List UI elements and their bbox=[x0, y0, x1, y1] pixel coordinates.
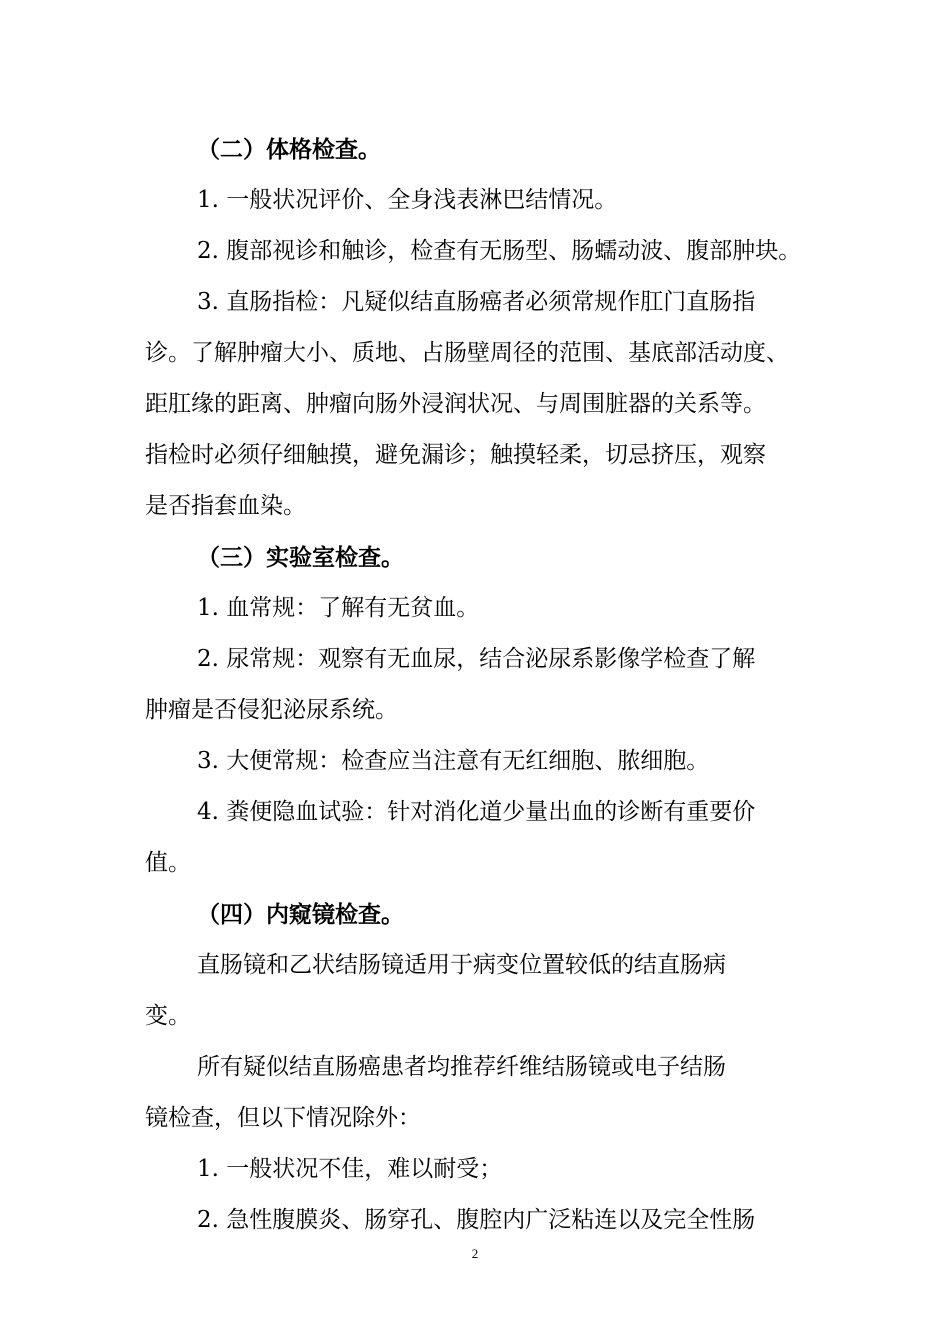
paragraph-line: 所有疑似结直肠癌患者均推荐纤维结肠镜或电子结肠 bbox=[197, 1054, 726, 1080]
paragraph-line: 距肛缘的距离、肿瘤向肠外浸润状况、与周围脏器的关系等。 bbox=[145, 391, 766, 417]
paragraph-line: 肿瘤是否侵犯泌尿系统。 bbox=[145, 697, 398, 723]
list-item: 1. 一般状况评价、全身浅表淋巴结情况。 bbox=[197, 187, 618, 213]
document-body bbox=[145, 124, 810, 1246]
list-item: 2. 尿常规：观察有无血尿，结合泌尿系影像学检查了解 bbox=[197, 646, 756, 672]
paragraph-line: 值。 bbox=[145, 850, 191, 876]
paragraph-line: 直肠镜和乙状结肠镜适用于病变位置较低的结直肠病 bbox=[197, 952, 726, 978]
paragraph-line: 指检时必须仔细触摸，避免漏诊；触摸轻柔，切忌挤压，观察 bbox=[145, 442, 766, 468]
list-item: 2. 急性腹膜炎、肠穿孔、腹腔内广泛粘连以及完全性肠 bbox=[197, 1207, 756, 1233]
list-item: 3. 大便常规：检查应当注意有无红细胞、脓细胞。 bbox=[197, 748, 710, 774]
paragraph-line: 变。 bbox=[145, 1003, 191, 1029]
list-item: 1. 一般状况不佳，难以耐受； bbox=[197, 1156, 503, 1182]
list-item: 3. 直肠指检：凡疑似结直肠癌者必须常规作肛门直肠指 bbox=[197, 289, 756, 315]
paragraph-line: 诊。了解肿瘤大小、质地、占肠壁周径的范围、基底部活动度、 bbox=[145, 340, 789, 366]
paragraph-line: 镜检查，但以下情况除外： bbox=[145, 1105, 421, 1131]
page-number: 2 bbox=[471, 1246, 479, 1261]
section-heading-lab-exam: （三）实验室检查。 bbox=[197, 544, 404, 571]
list-item: 4. 粪便隐血试验：针对消化道少量出血的诊断有重要价 bbox=[197, 799, 756, 825]
list-item: 1. 血常规：了解有无贫血。 bbox=[197, 595, 480, 621]
list-item: 2. 腹部视诊和触诊，检查有无肠型、肠蠕动波、腹部肿块。 bbox=[197, 238, 802, 264]
paragraph-line: 是否指套血染。 bbox=[145, 493, 306, 519]
section-heading-endoscopy: （四）内窥镜检查。 bbox=[197, 901, 404, 928]
section-heading-physical-exam: （二）体格检查。 bbox=[197, 136, 381, 163]
